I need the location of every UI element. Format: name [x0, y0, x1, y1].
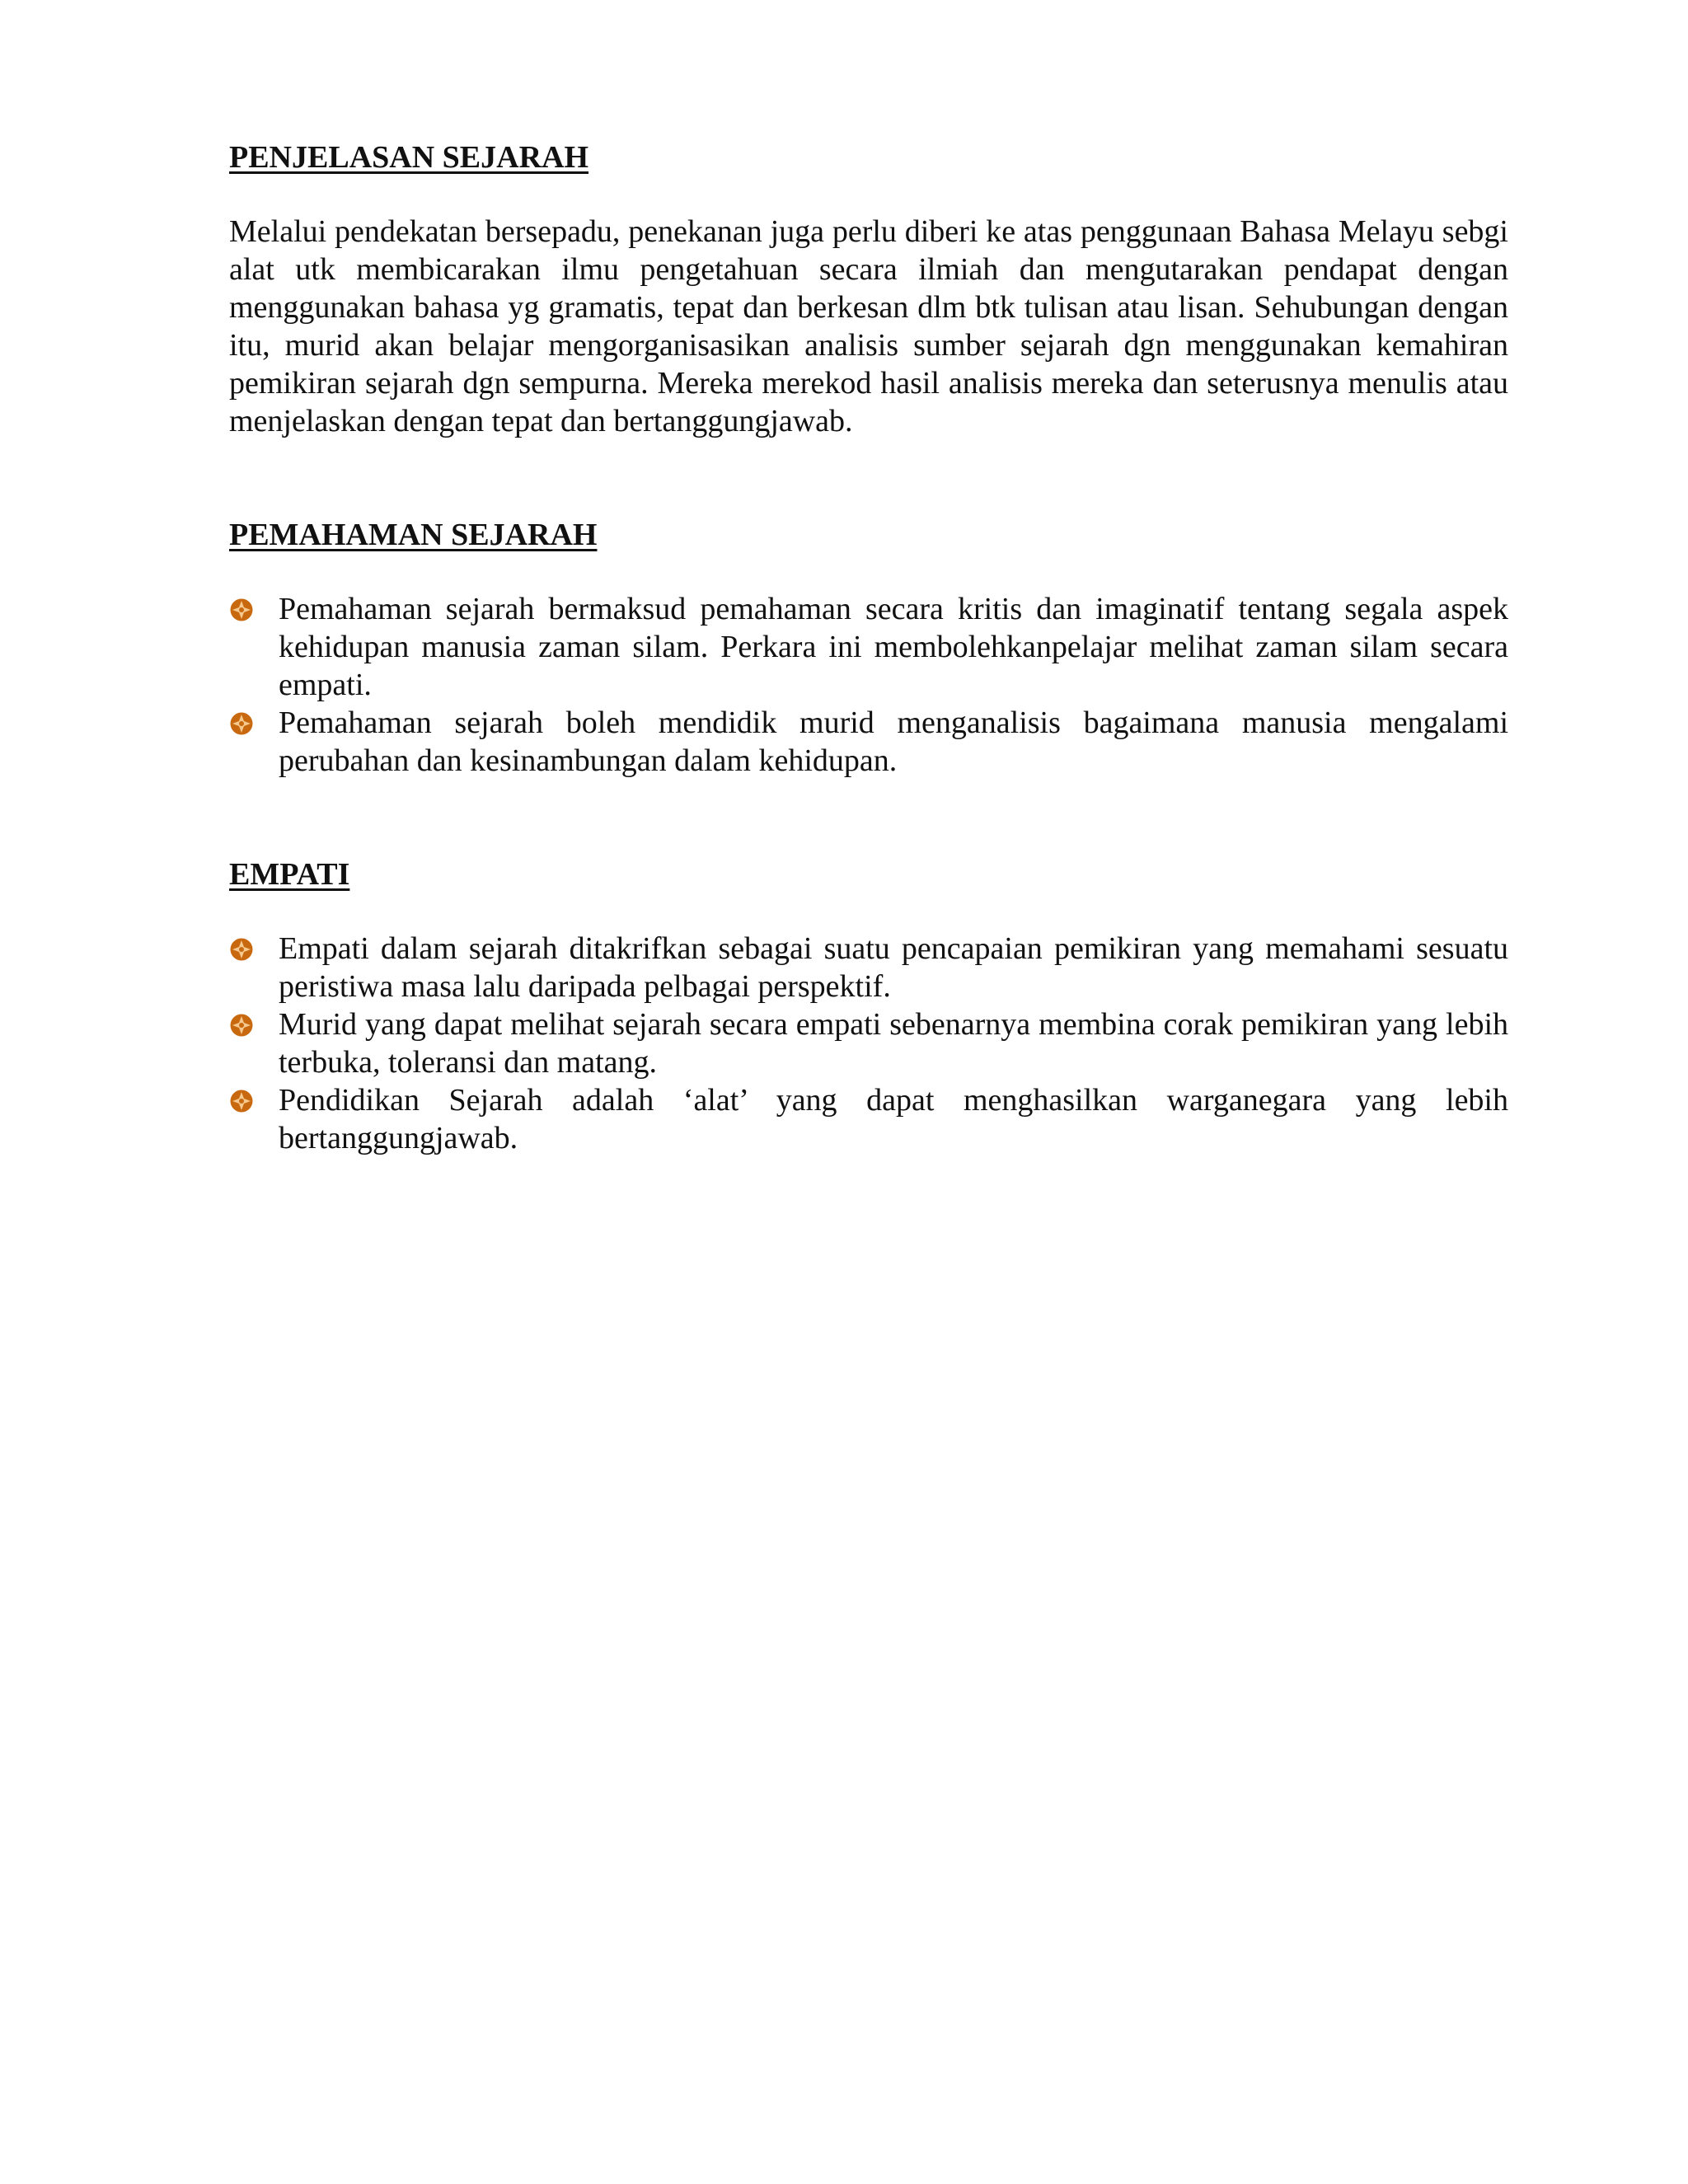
section-empati — [229, 855, 1508, 1157]
orange-compass-bullet-icon — [229, 598, 254, 622]
heading-penjelasan-sejarah: PENJELASAN SEJARAH — [229, 140, 589, 175]
bullet-text: Pendidikan Sejarah adalah ‘alat’ yang dapat menghasilkan warganegara yang lebih bertanggungjawab. — [279, 1083, 1508, 1155]
orange-compass-bullet-icon — [229, 1089, 254, 1113]
heading-empati: EMPATI — [229, 857, 350, 892]
paragraph-penjelasan-sejarah: Melalui pendekatan bersepadu, penekanan juga perlu diberi ke atas penggunaan Bahasa Melayu sebgi alat utk membicarakan ilmu pengetahuan secara ilmiah dan mengutarakan pendapat dengan menggunakan bahasa yg gramatis, tepat dan berkesan dlm btk tulisan atau lisan. Sehubungan dengan itu, murid akan belajar mengorganisasikan analisis sumber sejarah dgn menggunakan kemahiran pemikiran sejarah dgn sempurna. Mereka merekod hasil analisis mereka dan seterusnya menulis atau menjelaskan dengan tepat dan bertanggungjawab. — [229, 214, 1508, 438]
heading-pemahaman-sejarah: PEMAHAMAN SEJARAH — [229, 518, 598, 552]
section-pemahaman-sejarah — [229, 516, 1508, 780]
list-item — [229, 590, 1508, 704]
bullet-list-empati — [229, 930, 1508, 1157]
orange-compass-bullet-icon — [229, 711, 254, 736]
bullet-text: Pemahaman sejarah boleh mendidik murid menganalisis bagaimana manusia mengalami perubahan dan kesinambungan dalam kehidupan. — [279, 705, 1508, 778]
orange-compass-bullet-icon — [229, 937, 254, 962]
list-item — [229, 1081, 1508, 1157]
bullet-text: Empati dalam sejarah ditakrifkan sebagai suatu pencapaian pemikiran yang memahami sesuatu peristiwa masa lalu daripada pelbagai perspektif. — [279, 931, 1508, 1004]
bullet-text: Murid yang dapat melihat sejarah secara empati sebenarnya membina corak pemikiran yang lebih terbuka, toleransi dan matang. — [279, 1007, 1508, 1080]
list-item — [229, 704, 1508, 780]
list-item — [229, 1005, 1508, 1081]
document-page — [229, 138, 1508, 1157]
bullet-text: Pemahaman sejarah bermaksud pemahaman secara kritis dan imaginatif tentang segala aspek kehidupan manusia zaman silam. Perkara ini membolehkanpelajar melihat zaman silam secara empati. — [279, 592, 1508, 702]
orange-compass-bullet-icon — [229, 1013, 254, 1038]
section-penjelasan-sejarah — [229, 138, 1508, 440]
bullet-list-pemahaman — [229, 590, 1508, 780]
list-item — [229, 930, 1508, 1005]
